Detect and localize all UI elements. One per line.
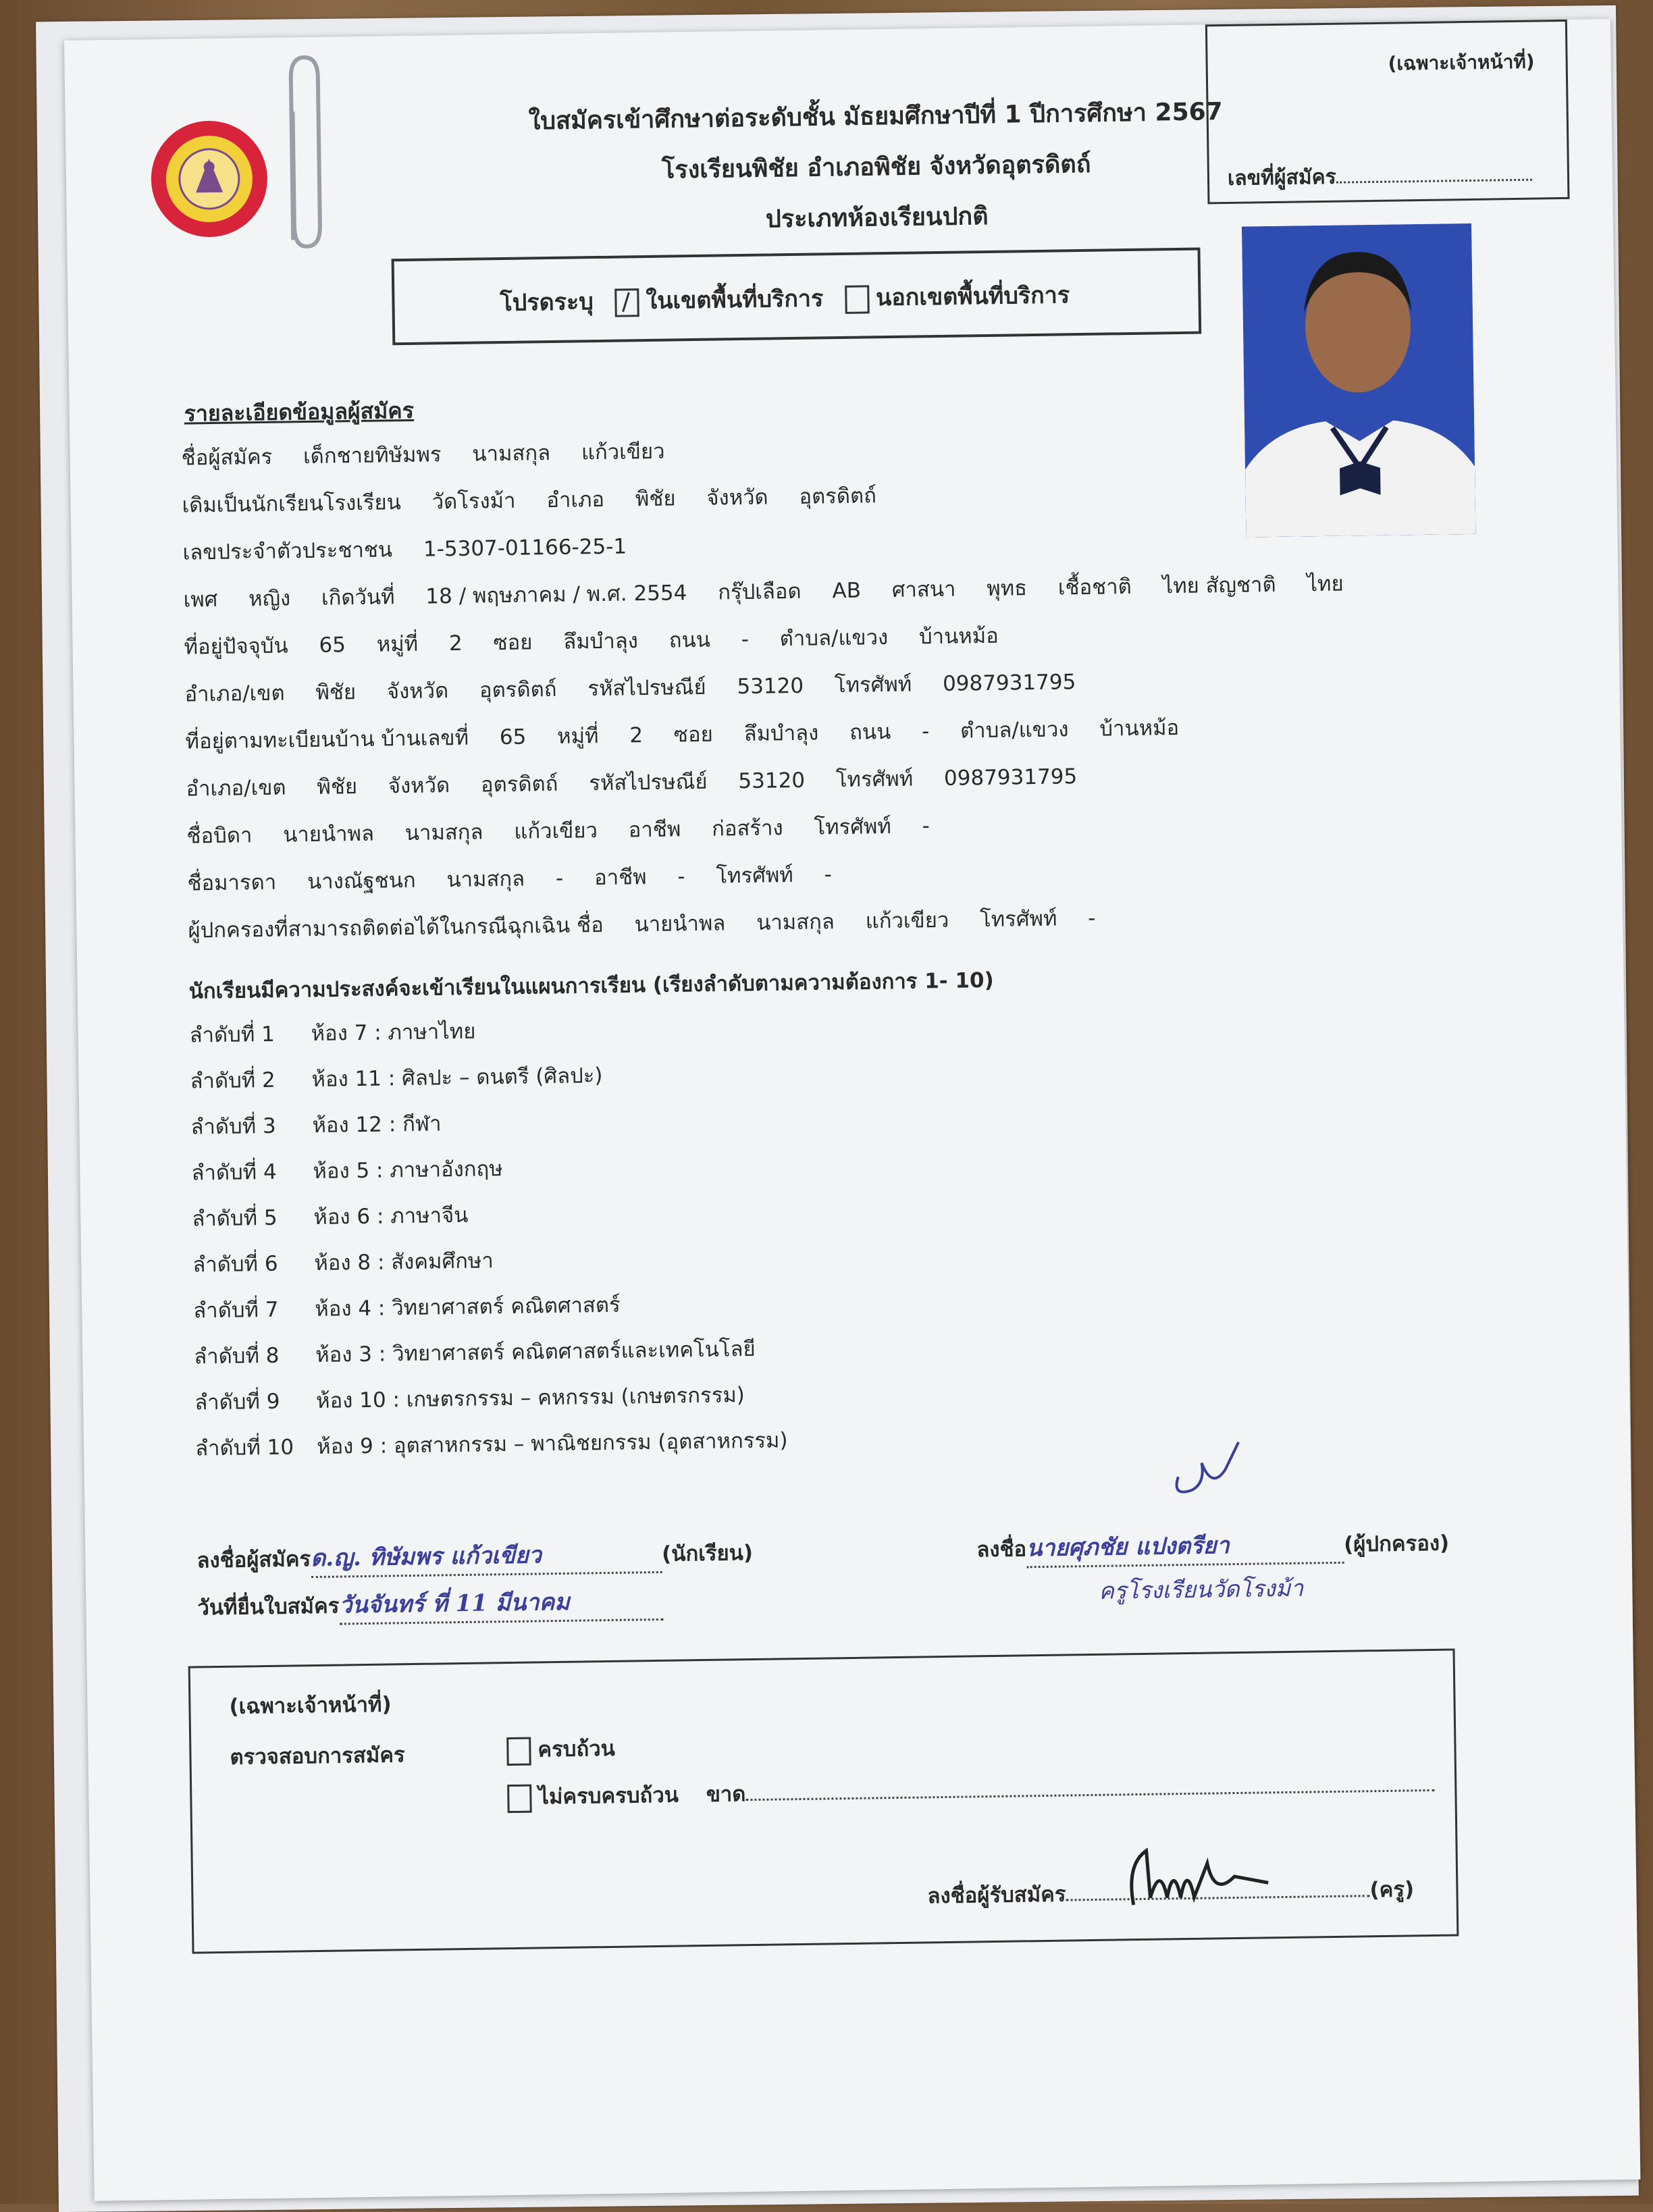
father-phone-label: โทรศัพท์ — [814, 814, 892, 840]
preference-room: ห้อง 5 : ภาษาอังกฤษ — [313, 1157, 503, 1184]
preference-rank: ลำดับที่ 10 — [194, 1435, 294, 1461]
current-postcode: 53120 — [737, 673, 804, 700]
current-province: อุตรดิตถ์ — [479, 677, 557, 703]
preference-rank: ลำดับที่ 4 — [191, 1159, 277, 1186]
guardian-signature: นายศุภชัย แปงตรียา — [1026, 1525, 1344, 1569]
district-label: อำเภอ — [546, 487, 605, 513]
father-row — [186, 808, 930, 852]
preference-rank: ลำดับที่ 9 — [194, 1389, 280, 1415]
preference-room: ห้อง 6 : ภาษาจีน — [313, 1203, 469, 1230]
father-surname-label: นามสกุล — [404, 820, 483, 846]
form-title-line2: โรงเรียนพิชัย อำเภอพิชัย จังหวัดอุตรดิตถ์ — [661, 150, 1091, 184]
current-address-row-2 — [184, 664, 1076, 710]
receiver-signature — [1066, 1895, 1370, 1901]
current-soi: ลึมบำลุง — [562, 629, 639, 654]
applicant-signature: ด.ญ. ทิษัมพร แก้วเขียว — [311, 1535, 662, 1578]
applicant-signature-suffix: (นักเรียน) — [661, 1540, 754, 1566]
former-province: อุตรดิตถ์ — [799, 483, 877, 509]
missing-field[interactable] — [746, 1789, 1435, 1801]
preference-row — [189, 1009, 782, 1063]
moo-label-2: หมู่ที่ — [556, 724, 599, 749]
current-road: - — [741, 627, 750, 652]
out-service-area-checkbox[interactable] — [845, 285, 870, 313]
soi-label-2: ซอย — [673, 722, 713, 747]
submit-date: วันจันทร์ ที่ 11 มีนาคม — [339, 1582, 664, 1625]
guardian-signature-label: ลงชื่อ — [976, 1537, 1027, 1562]
mother-phone-label: โทรศัพท์ — [716, 863, 793, 889]
preference-row — [195, 1423, 788, 1477]
guardian-phone: - — [1088, 905, 1096, 930]
form-title-line1: ใบสมัครเข้าศึกษาต่อระดับชั้น มัธยมศึกษาปีที่ 1 ปีการศึกษา 2567 — [528, 98, 1223, 136]
former-school-label: เดิมเป็นนักเรียนโรงเรียน — [182, 490, 402, 518]
preference-room: ห้อง 12 : กีฬา — [312, 1111, 442, 1138]
preference-row — [193, 1285, 786, 1339]
applicant-number-field[interactable] — [1228, 159, 1532, 194]
personal-info-row — [183, 567, 1344, 616]
preference-rank: ลำดับที่ 2 — [190, 1068, 276, 1094]
preference-room: ห้อง 11 : ศิลปะ – ดนตรี (ศิลปะ) — [311, 1063, 603, 1092]
preference-room: ห้อง 3 : วิทยาศาสตร์ คณิตศาสตร์และเทคโนโลยี — [315, 1336, 756, 1367]
preference-rank: ลำดับที่ 6 — [192, 1251, 278, 1278]
preference-rank: ลำดับที่ 5 — [192, 1205, 278, 1232]
postcode-label: รหัสไปรษณีย์ — [587, 675, 706, 702]
mother-surname-label: นามสกุล — [446, 866, 525, 893]
birth-date: 18 / พฤษภาคม / พ.ศ. 2554 — [425, 581, 687, 609]
mother-job-label: อาชีพ — [594, 865, 647, 891]
applicant-photo — [1242, 223, 1475, 537]
race-label: เชื้อชาติ — [1057, 575, 1132, 600]
incomplete-label: ไม่ครบครบถ้วน — [538, 1783, 679, 1810]
registered-house-no: 65 — [499, 725, 527, 750]
incomplete-checkbox[interactable] — [507, 1784, 532, 1812]
nationality-label: สัญชาติ — [1205, 573, 1276, 598]
form-title-line3: ประเภทห้องเรียนปกติ — [765, 202, 989, 234]
subdistrict-label: ตำบล/แขวง — [779, 625, 889, 652]
preference-row — [192, 1193, 785, 1247]
current-moo: 2 — [448, 631, 463, 656]
preference-room: ห้อง 8 : สังคมศึกษา — [314, 1248, 494, 1276]
former-school: วัดโรงม้า — [431, 488, 516, 515]
applicant-signature-field[interactable] — [196, 1533, 753, 1579]
application-form — [64, 19, 1640, 2201]
registered-road: - — [921, 719, 930, 744]
school-seal — [148, 117, 271, 240]
guardian-surname-label: นามสกุล — [756, 910, 835, 935]
district-label-2: อำเภอ/เขต — [184, 681, 285, 707]
mother-job: - — [677, 864, 685, 889]
road-label: ถนน — [668, 627, 711, 653]
preference-rank: ลำดับที่ 3 — [190, 1113, 276, 1140]
current-address-label: ที่อยู่ปัจจุบัน — [184, 633, 288, 660]
submit-date-field[interactable] — [197, 1582, 664, 1627]
applicant-signature-label: ลงชื่อผู้สมัคร — [196, 1547, 311, 1573]
preference-rank: ลำดับที่ 7 — [193, 1297, 279, 1323]
mother-surname: - — [555, 866, 564, 891]
religion-label: ศาสนา — [891, 577, 956, 602]
preference-row — [191, 1147, 784, 1201]
race: ไทย — [1162, 573, 1200, 599]
sex-label: เพศ — [183, 587, 218, 612]
receiver-signature-suffix: (ครู) — [1369, 1877, 1415, 1903]
preference-row — [190, 1055, 783, 1109]
registered-district: พิชัย — [317, 774, 358, 799]
registered-moo: 2 — [629, 723, 644, 748]
submit-date-label: วันที่ยื่นใบสมัคร — [197, 1594, 340, 1621]
guardian-label: ผู้ปกครองที่สามารถติดต่อได้ในกรณีฉุกเฉิน ชื่อ — [188, 912, 604, 943]
birth-label: เกิดวันที่ — [321, 585, 395, 610]
receiver-signature-field[interactable] — [927, 1872, 1414, 1912]
registered-address-row — [185, 710, 1179, 758]
preference-row — [192, 1239, 785, 1293]
registered-soi: ลึมบำลุง — [743, 720, 819, 747]
moo-label: หมู่ที่ — [376, 631, 419, 657]
father-phone: - — [922, 814, 930, 839]
officer-only-label-top: (เฉพาะเจ้าหน้าที่) — [1388, 50, 1535, 75]
preference-row — [190, 1101, 783, 1155]
guardian-row — [188, 901, 1096, 947]
road-label-2: ถนน — [849, 720, 891, 745]
phone-label-2: โทรศัพท์ — [835, 766, 914, 793]
soi-label: ซอย — [493, 630, 533, 656]
sex: หญิง — [248, 586, 291, 612]
in-service-area-checkbox[interactable] — [614, 288, 639, 317]
province-label-3: จังหวัด — [388, 773, 450, 799]
registered-subdistrict: บ้านหม้อ — [1099, 716, 1180, 741]
preference-rank: ลำดับที่ 1 — [189, 1022, 276, 1048]
guardian-phone-label: โทรศัพท์ — [979, 906, 1057, 932]
id-number: 1-5307-01166-25-1 — [423, 534, 627, 562]
blood-label: กรุ๊ปเลือด — [717, 579, 802, 605]
blood-group: AB — [832, 578, 862, 604]
subdistrict-label-2: ตำบล/แขวง — [960, 717, 1069, 743]
preference-room: ห้อง 4 : วิทยาศาสตร์ คณิตศาสตร์ — [315, 1292, 621, 1321]
registered-province: อุตรดิตถ์ — [480, 771, 558, 797]
applicant-name-row — [181, 434, 665, 475]
guardian-position-handwritten: ครูโรงเรียนวัดโรงม้า — [1098, 1575, 1304, 1605]
mother-name: นางณัฐชนก — [307, 868, 416, 895]
guardian-name: นายนำพล — [634, 911, 726, 937]
applicant-name: เด็กชายทิษัมพร — [303, 442, 442, 469]
current-subdistrict: บ้านหม้อ — [918, 623, 999, 650]
registered-postcode: 53120 — [738, 768, 806, 794]
province-label: จังหวัด — [706, 485, 768, 510]
district-label-3: อำเภอ/เขต — [186, 775, 286, 801]
current-address-row — [184, 618, 999, 664]
current-district: พิชัย — [315, 680, 357, 705]
in-service-area-label: ในเขตพื้นที่บริการ — [646, 285, 824, 315]
id-number-row — [182, 529, 627, 569]
complete-label: ครบถ้วน — [537, 1736, 616, 1762]
preference-room: ห้อง 10 : เกษตรกรรม – คหกรรม (เกษตรกรรม) — [315, 1383, 745, 1413]
guardian-initials-mark — [1164, 1429, 1253, 1507]
id-label: เลขประจำตัวประชาชน — [182, 537, 393, 565]
father-job-label: อาชีพ — [628, 817, 681, 843]
registered-phone: 0987931795 — [943, 764, 1078, 791]
verification-label: ตรวจสอบการสมัคร — [230, 1743, 405, 1770]
complete-option[interactable] — [506, 1731, 615, 1766]
name-label: ชื่อผู้สมัคร — [181, 444, 273, 471]
applicant-surname: แก้วเขียว — [581, 439, 665, 465]
mother-phone: - — [824, 862, 833, 887]
registered-address-label: ที่อยู่ตามทะเบียนบ้าน บ้านเลขที่ — [185, 725, 469, 754]
current-house-no: 65 — [319, 633, 346, 658]
guardian-surname: แก้วเขียว — [865, 907, 949, 934]
missing-label: ขาด — [706, 1782, 746, 1807]
mother-row — [187, 857, 832, 899]
father-surname: แก้วเขียว — [514, 818, 598, 844]
phone-label: โทรศัพท์ — [834, 672, 912, 698]
area-prompt: โปรดระบุ — [500, 288, 594, 317]
out-service-area-label: นอกเขตพื้นที่บริการ — [875, 282, 1070, 312]
preference-row — [194, 1377, 787, 1431]
applicant-number-label: เลขที่ผู้สมัคร — [1227, 165, 1337, 190]
complete-checkbox[interactable] — [506, 1737, 531, 1765]
postcode-label-2: รหัสไปรษณีย์ — [589, 769, 708, 796]
religion: พุทธ — [987, 576, 1028, 602]
nationality: ไทย — [1307, 571, 1344, 597]
preference-room: ห้อง 7 : ภาษาไทย — [311, 1019, 476, 1047]
guardian-signature-field[interactable] — [976, 1524, 1450, 1569]
guardian-signature-suffix: (ผู้ปกครอง) — [1343, 1531, 1450, 1557]
receiver-signature-label: ลงชื่อผู้รับสมัคร — [927, 1882, 1066, 1909]
mother-label: ชื่อมารดา — [187, 870, 277, 896]
registered-address-row-2 — [186, 759, 1077, 805]
surname-label: นามสกุล — [472, 441, 551, 467]
section-heading-applicant: รายละเอียดข้อมูลผู้สมัคร — [184, 397, 415, 427]
preference-row — [194, 1331, 787, 1385]
preference-room: ห้อง 9 : อุตสาหกรรม – พาณิชยกรรม (อุตสาหกรรม) — [316, 1428, 788, 1459]
former-school-row — [182, 478, 876, 521]
former-district: พิชัย — [635, 486, 676, 512]
officer-only-label: (เฉพาะเจ้าหน้าที่) — [229, 1692, 392, 1719]
father-name: นายนำพล — [282, 821, 375, 847]
study-plan-list — [189, 1009, 788, 1477]
father-label: ชื่อบิดา — [186, 823, 253, 849]
province-label-2: จังหวัด — [386, 679, 449, 704]
current-phone: 0987931795 — [942, 670, 1076, 696]
preference-rank: ลำดับที่ 8 — [193, 1343, 280, 1369]
father-job: ก่อสร้าง — [711, 816, 783, 841]
study-plan-heading: นักเรียนมีความประสงค์จะเข้าเรียนในแผนการเรียน (เรียงลำดับตามความต้องการ 1- 10) — [188, 968, 995, 1004]
